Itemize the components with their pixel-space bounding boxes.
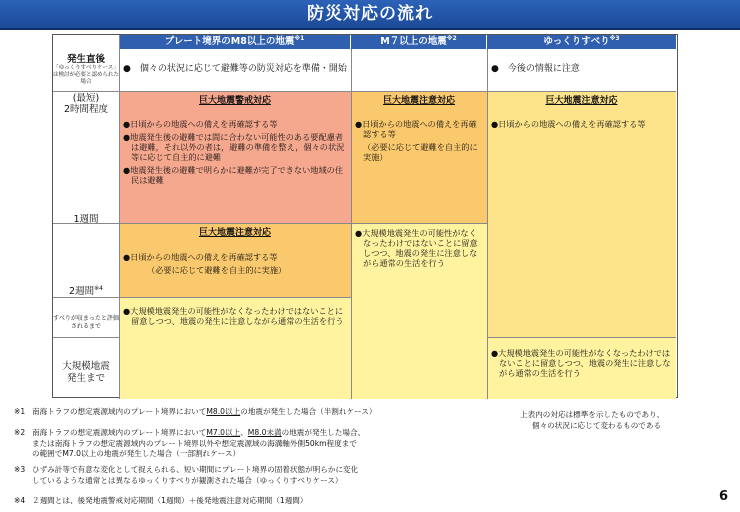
bullet-item: ●日頃からの地震への備えを再確認する等 [123, 252, 278, 262]
footnote-text: の地震が発生した場合、 [281, 428, 366, 437]
row-label-immediate [53, 49, 119, 91]
column-header-label: プレート境界のM8以上の地震 [164, 36, 295, 47]
standard-disclaimer [520, 409, 730, 431]
bullet-item: ●日頃からの地震への備えを再確認する等 [355, 119, 477, 139]
page-title: 防災対応の流れ [0, 0, 740, 30]
footnote-1 [14, 407, 377, 418]
m8-normal-life-cell [119, 297, 351, 399]
slow-slip-normal-life-cell [487, 337, 676, 399]
bullet-item: ●大規模地震発生の可能性がなくなったわけではないことに留意しつつ、地震の発生に注意しながら通常の生活を行う [355, 228, 478, 268]
row-label-slip-ended: すべりが収まったと評価されるまで [53, 315, 119, 330]
row-label-text: 2週間 [69, 286, 95, 297]
footnote-text: の地震が発生した場合（半割れケース） [240, 407, 377, 416]
grid-line [351, 49, 352, 399]
bullet-item: ●大規模地震発生の可能性がなくなったわけではないことに留意しつつ、地震の発生に注意しながら通常の生活を行う [491, 348, 671, 378]
footnote-3 [14, 465, 358, 486]
row-label-text: 2時間程度 [63, 104, 109, 115]
bullet-item: ●大規模地震発生の可能性がなくなったわけではないことに留意しつつ、地震の発生に注意しながら通常の生活を行う [123, 306, 344, 326]
column-header-m8 [119, 35, 351, 49]
page-number: 6 [718, 489, 728, 504]
footnote-text: ２週間とは、後発地震警戒対応期間（1週間）＋後発地震注意対応期間（1週間） [32, 496, 308, 505]
footnote-text: ひずみ計等で有意な変化として捉えられる、短い期間にプレート境界の固着状態が明らかに変化 [32, 465, 359, 474]
slow-slip-caution-cell [487, 91, 676, 337]
grid-line [487, 49, 488, 399]
grid-line [53, 337, 119, 338]
footnote-key: ※3 [14, 465, 26, 474]
disclaimer-line: 上表内の対応は標準を示したものであり、 [520, 410, 665, 419]
footnote-emphasis: M8.0未満 [247, 428, 282, 437]
grid-line [53, 297, 351, 298]
cell-heading: 巨大地震注意対応 [198, 228, 271, 238]
footnote-ref: ※2 [446, 35, 457, 42]
footnote-text: 、 [240, 428, 248, 437]
response-flow-table [52, 34, 678, 398]
m8-caution-cell [119, 223, 351, 297]
column-header-label: ゆっくりすべり [543, 36, 610, 47]
footnote-key: ※1 [14, 407, 26, 416]
footnote-text: しているような通常とは異なるゆっくりすべりが観測された場合（ゆっくりすべりケース） [32, 475, 343, 485]
immediate-slow-slip-cell: ● 今後の情報に注意 [491, 64, 580, 74]
m7-caution-cell [351, 91, 487, 223]
row-label-until-large-quake: 大規模地震発生まで [53, 361, 119, 387]
grid-line [487, 337, 676, 338]
footnote-2 [14, 428, 365, 460]
m7-normal-life-cell [351, 223, 487, 399]
grid-line [53, 223, 487, 224]
grid-line [53, 91, 676, 92]
footnote-ref: ※3 [609, 35, 620, 42]
footnote-text: の範囲でM7.0以上の地震が発生した場合（一部割れケース） [32, 449, 241, 458]
m8-warning-cell [119, 91, 351, 223]
grid-line [119, 35, 120, 399]
row-label-subtext: 「ゆっくりすべりケース」は検討が必要と認められた場合 [53, 65, 120, 85]
footnote-text: 南海トラフの想定震源域内のプレート境界において [32, 428, 207, 437]
footnote-text: 南海トラフの想定震源域内のプレート境界において [32, 407, 207, 416]
footnote-emphasis: M8.0以上 [206, 407, 241, 416]
footnote-4 [14, 496, 307, 507]
disclaimer-line: 個々の状況に応じて変わるものである [532, 421, 662, 430]
footnote-ref: ※4 [94, 284, 103, 292]
note-item: （必要に応じて避難を自主的に実施） [147, 265, 287, 275]
column-header-m7 [351, 35, 487, 49]
footnote-text: または南海トラフの想定震源域内のプレート境界以外や想定震源域の海溝軸外側50km程度まで [32, 438, 357, 448]
immediate-action-cell: ● 個々の状況に応じて避難等の防災対応を準備・開始 [123, 64, 347, 74]
bullet-item: ●日頃からの地震への備えを再確認する等 [123, 119, 278, 129]
cell-heading: 巨大地震注意対応 [545, 96, 618, 106]
cell-heading: 巨大地震警戒対応 [198, 96, 271, 106]
footnote-ref: ※1 [294, 35, 305, 42]
cell-heading: 巨大地震注意対応 [382, 96, 455, 106]
footnote-key: ※4 [14, 496, 26, 505]
column-header-slow-slip [487, 35, 676, 49]
row-label-text: 発生直後 [66, 54, 105, 65]
column-header-label: M７以上の地震 [380, 36, 447, 47]
note-item: （必要に応じて避難を自主的に実施） [363, 142, 478, 162]
row-label-2weeks [53, 283, 119, 297]
bullet-item: ●地震発生後の避難では間に合わない可能性のある要配慮者は避難，それ以外の者は，避難の準備を整え，個々の状況等に応じて自主的に避難 [123, 132, 345, 162]
bullet-item: ●地震発生後の避難で明らかに避難が完了できない地域の住民は避難 [123, 165, 344, 185]
bullet-item: ●日頃からの地震への備えを再確認する等 [491, 119, 646, 129]
footnote-emphasis: M7.0以上 [206, 428, 241, 437]
row-label-text: (最短) [72, 93, 100, 104]
row-label-2hours [53, 93, 119, 123]
row-label-1week: 1週間 [53, 211, 119, 223]
footnote-key: ※2 [14, 428, 26, 437]
